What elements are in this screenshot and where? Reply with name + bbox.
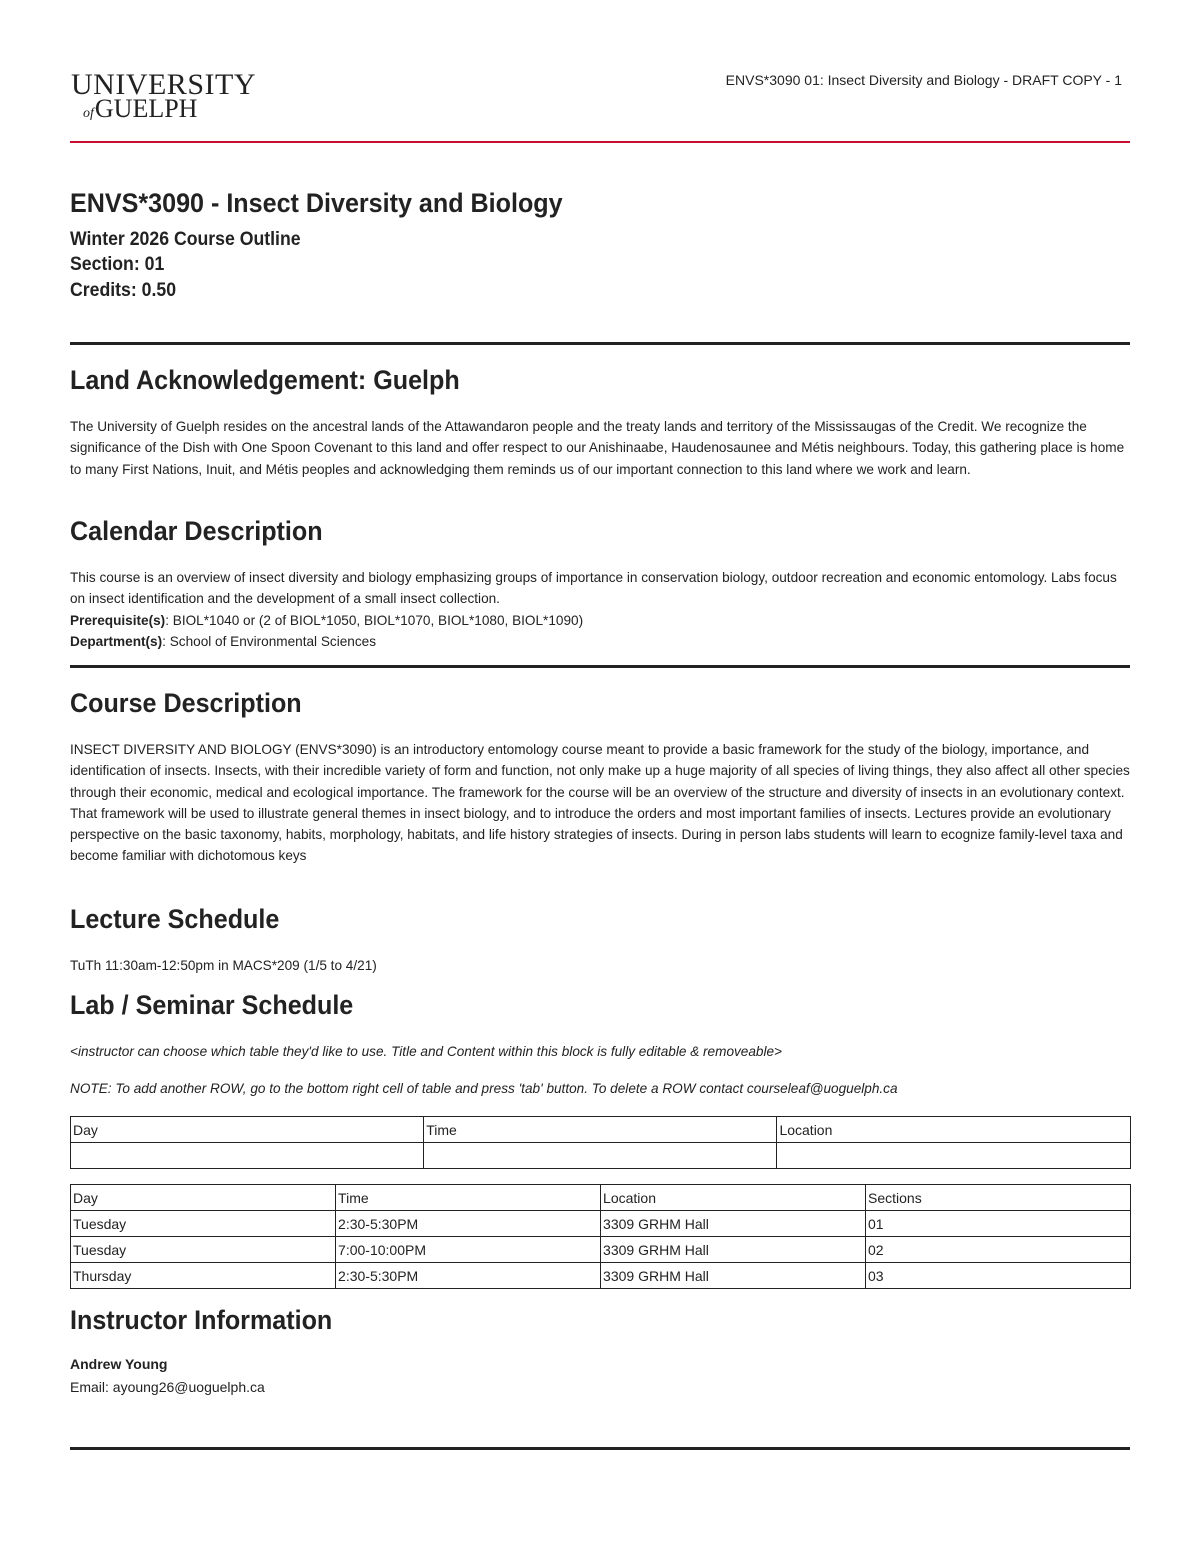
table-cell: 7:00-10:00PM xyxy=(336,1237,601,1263)
table-row xyxy=(71,1211,1131,1237)
table-row xyxy=(71,1263,1131,1289)
lecture-heading: Lecture Schedule xyxy=(70,904,280,934)
table-row xyxy=(71,1143,1131,1169)
table-header-cell: Sections xyxy=(866,1185,1131,1211)
university-logo xyxy=(71,68,256,123)
header-meta: ENVS*3090 01: Insect Diversity and Biology - DRAFT COPY - 1 xyxy=(725,72,1122,88)
table-cell: 01 xyxy=(866,1211,1131,1237)
subtitle: Winter 2026 Course Outline xyxy=(70,229,301,250)
dept-value: : School of Environmental Sciences xyxy=(162,633,376,649)
table-cell: 03 xyxy=(866,1263,1131,1289)
land-text: The University of Guelph resides on the ancestral lands of the Attawandaron people and the treaty lands and territory of the Mississaugas of the Credit. We recognize the significance of the Dish with One Spoon Covenant to this land and offer respect to our Anishinaabe, Haudenosaunee and Métis neighbours. Today, this gathering place is home to many First Nations, Inuit, and Métis peoples and acknowledging them reminds us of our important connection to this land where we work and learn. xyxy=(70,419,1125,477)
lab-note-instructor: <instructor can choose which table they'd like to use. Title and Content within this block is fully editable & removeable> xyxy=(70,1044,782,1059)
calendar-description: This course is an overview of insect diversity and biology emphasizing groups of importance in conservation biology, outdoor recreation and economic entomology. Labs focus on insect identification and the development of a small insect collection. xyxy=(70,570,1117,607)
course-desc-text: INSECT DIVERSITY AND BIOLOGY (ENVS*3090) is an introductory entomology course meant to provide a basic framework for the study of the biology, importance, and identification of insects. Insects, with their incredible variety of form and function, not only make up a huge majority of all species of living things, they also affect all other species through their economic, medical and ecological importance. The framework for the course will be an overview of the structure and diversity of insects in an evolutionary context. That framework will be used to illustrate general themes in insect biology, and to introduce the orders and most important families of insects. Lectures provide an evolutionary perspective on the basic taxonomy, habits, morphology, habitats, and life history strategies of insects. During in person labs students will learn to ecognize family-level taxa and become familiar with dichotomous keys xyxy=(70,742,1130,864)
lab-heading: Lab / Seminar Schedule xyxy=(70,990,354,1020)
table-cell: 3309 GRHM Hall xyxy=(601,1237,866,1263)
table-row xyxy=(71,1237,1131,1263)
section-info: Section: 01 xyxy=(70,254,165,275)
table-cell: 3309 GRHM Hall xyxy=(601,1263,866,1289)
lab-note-rows: NOTE: To add another ROW, go to the bottom right cell of table and press 'tab' button. To delete a ROW contact courseleaf@uoguelph.ca xyxy=(70,1081,898,1096)
table-cell: Tuesday xyxy=(71,1237,336,1263)
table-header-cell: Time xyxy=(336,1185,601,1211)
table-cell xyxy=(777,1143,1131,1169)
table-cell: 2:30-5:30PM xyxy=(336,1263,601,1289)
table-header-cell: Day xyxy=(71,1117,424,1143)
section-divider xyxy=(70,1447,1130,1450)
prereq-value: : BIOL*1040 or (2 of BIOL*1050, BIOL*1070, BIOL*1080, BIOL*1090) xyxy=(165,612,584,628)
instructor-name: Andrew Young xyxy=(70,1356,168,1372)
lab-table-empty xyxy=(70,1116,1131,1169)
table-header-cell: Day xyxy=(71,1185,336,1211)
dept-label: Department(s) xyxy=(70,633,163,649)
table-header-cell: Location xyxy=(601,1185,866,1211)
table-header-row xyxy=(71,1185,1131,1211)
table-cell: 2:30-5:30PM xyxy=(336,1211,601,1237)
calendar-text xyxy=(70,567,1132,652)
logo-of: of xyxy=(83,106,94,121)
credits-info: Credits: 0.50 xyxy=(70,280,177,301)
section-divider xyxy=(70,342,1130,345)
header-divider xyxy=(70,141,1130,143)
table-header-row xyxy=(71,1117,1131,1143)
table-cell xyxy=(71,1143,424,1169)
lecture-text: TuTh 11:30am-12:50pm in MACS*209 (1/5 to 4/21) xyxy=(70,958,377,973)
instructor-heading: Instructor Information xyxy=(70,1305,333,1335)
logo-guelph: GUELPH xyxy=(94,94,198,123)
prereq-label: Prerequisite(s) xyxy=(70,612,166,628)
instructor-email[interactable]: Email: ayoung26@uoguelph.ca xyxy=(70,1379,265,1395)
course-desc-heading: Course Description xyxy=(70,688,302,718)
table-cell: 3309 GRHM Hall xyxy=(601,1211,866,1237)
calendar-heading: Calendar Description xyxy=(70,516,323,546)
table-header-cell: Location xyxy=(777,1117,1131,1143)
table-cell xyxy=(424,1143,777,1169)
logo-line1: UNIVERSITY xyxy=(71,68,256,101)
lab-table-sections xyxy=(70,1184,1131,1289)
section-divider xyxy=(70,665,1130,668)
table-cell: Tuesday xyxy=(71,1211,336,1237)
page-title: ENVS*3090 - Insect Diversity and Biology xyxy=(70,188,563,218)
table-cell: Thursday xyxy=(71,1263,336,1289)
table-cell: 02 xyxy=(866,1237,1131,1263)
table-header-cell: Time xyxy=(424,1117,777,1143)
land-heading: Land Acknowledgement: Guelph xyxy=(70,365,460,395)
logo-line2 xyxy=(83,94,197,129)
